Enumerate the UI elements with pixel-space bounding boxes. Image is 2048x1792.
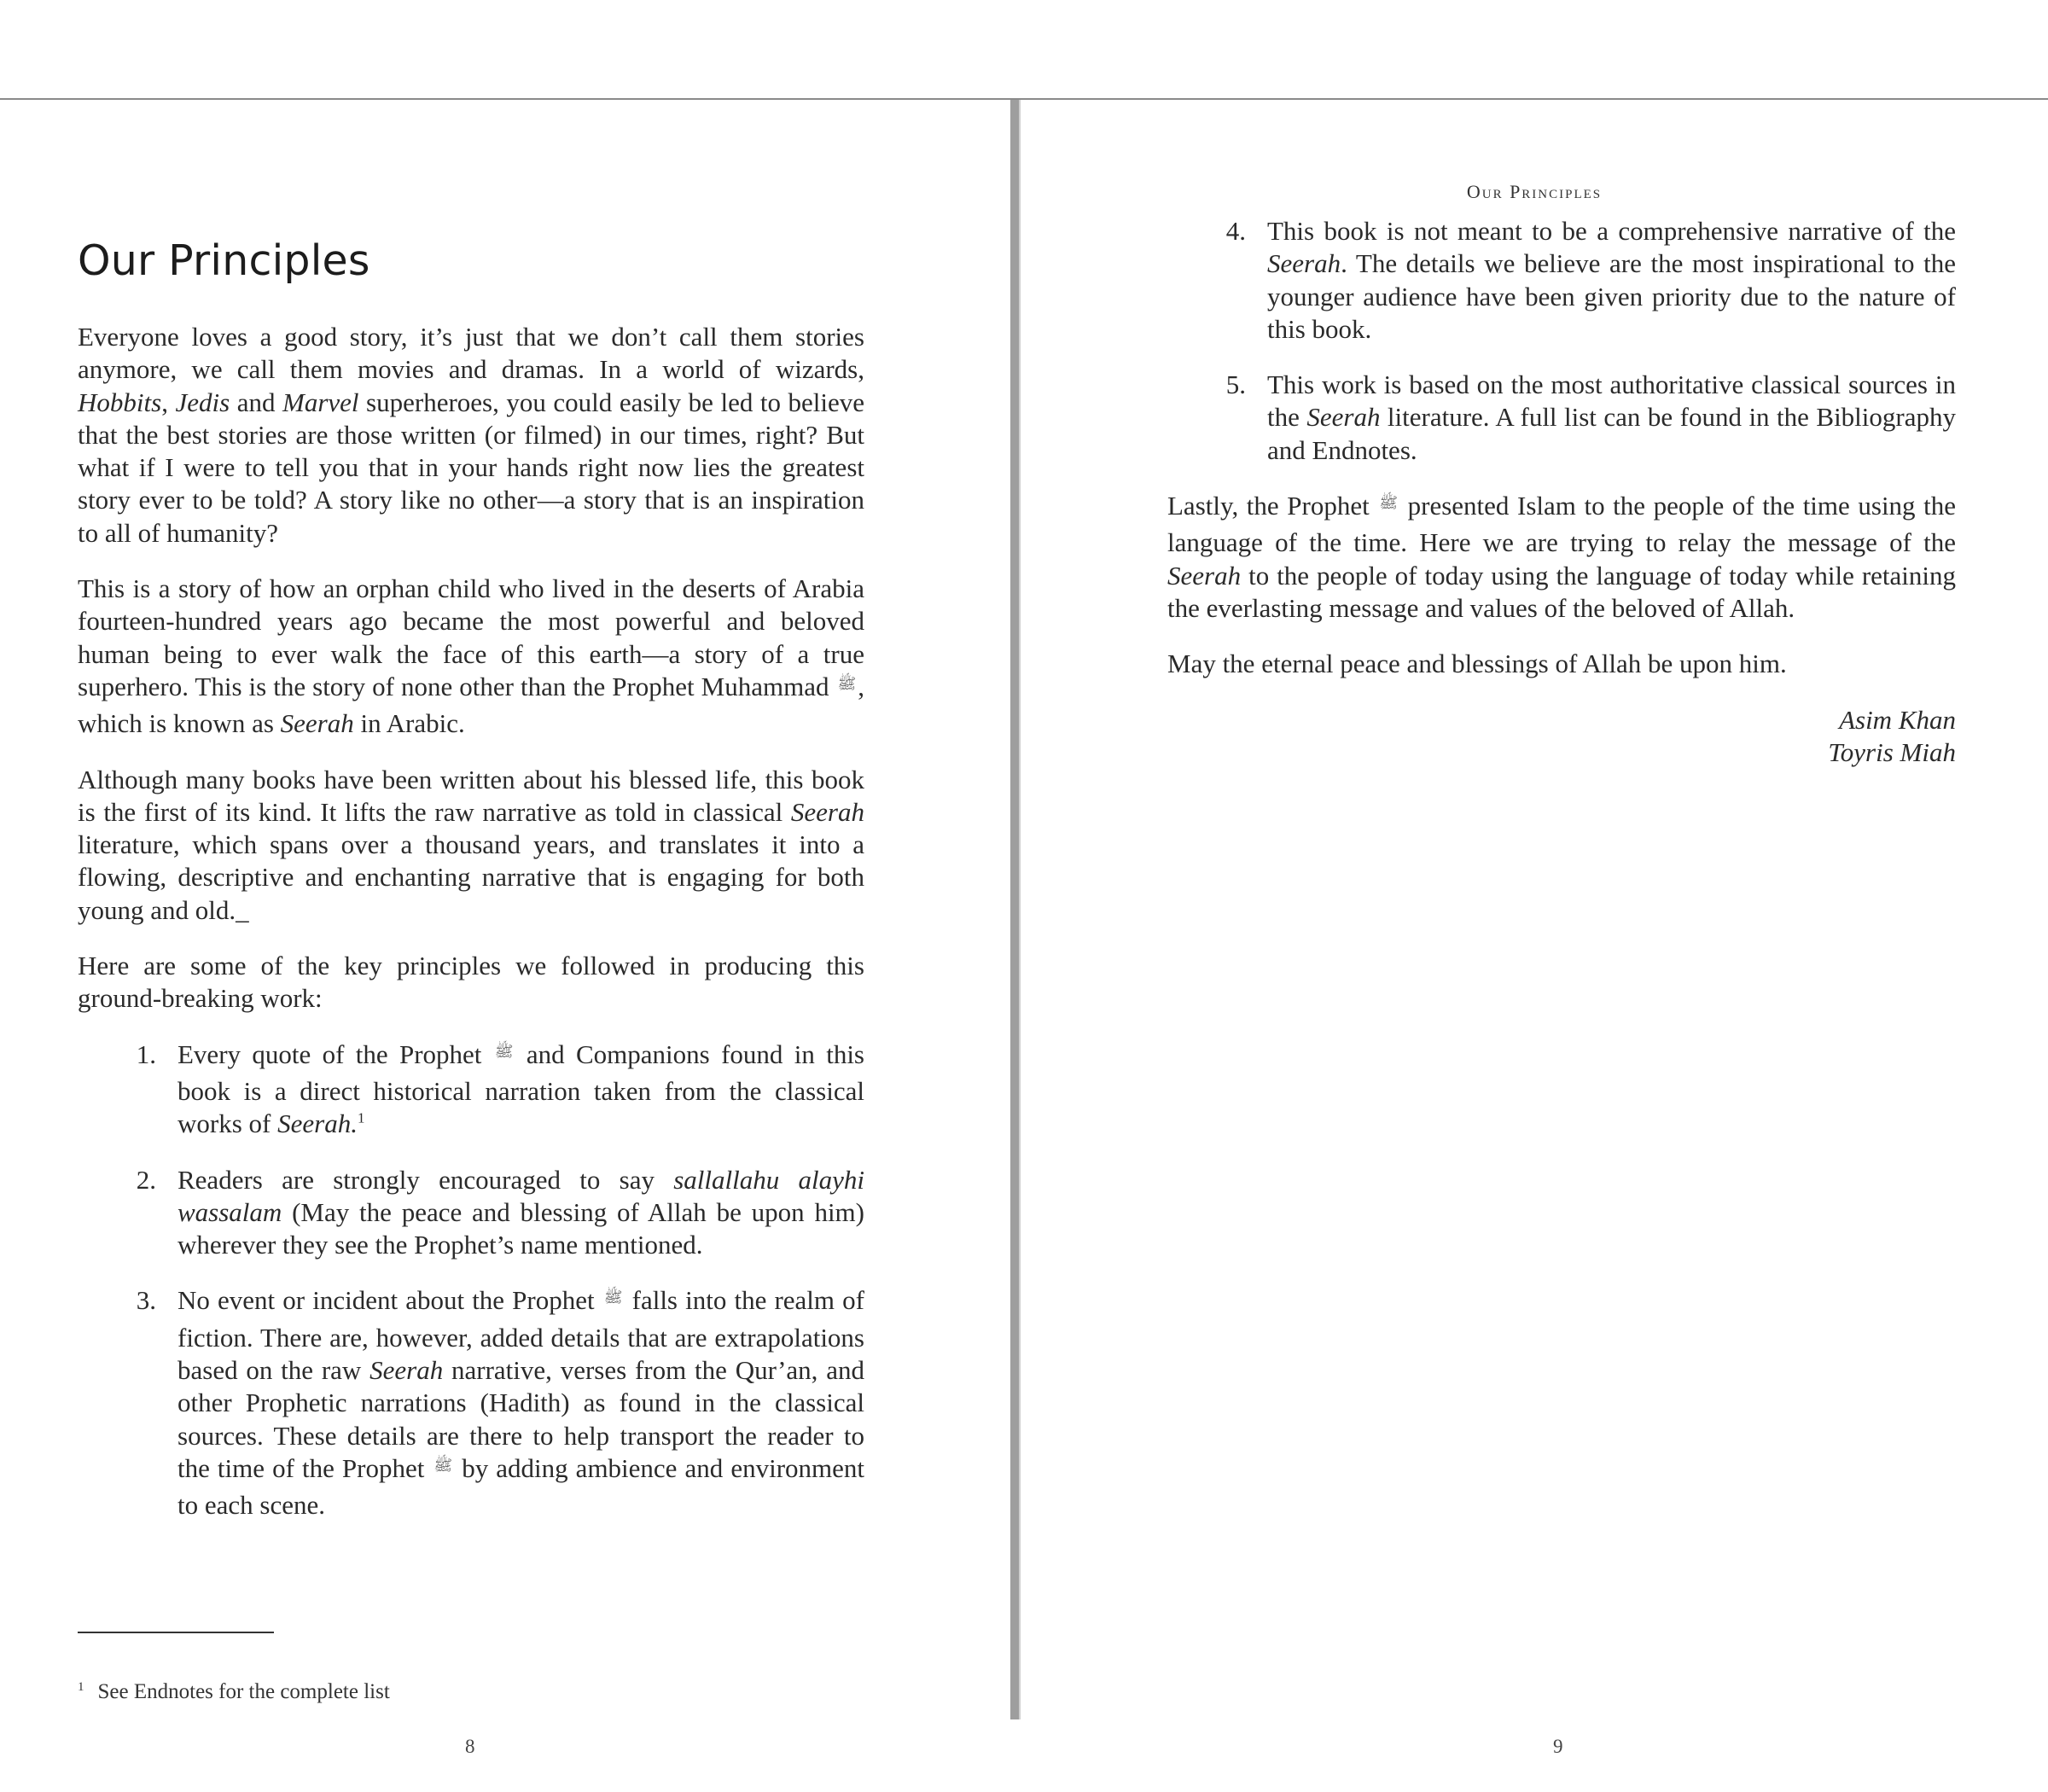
- salutation-symbol: ﷺ: [1379, 494, 1399, 513]
- text-run: to the people of today using the language of today while retaining the everlasting message and values of the beloved of Allah.: [1167, 560, 1956, 623]
- text-run: , which is known as: [78, 671, 864, 739]
- text-run: superheroes, you could easily be led to believe that the best stories are those written (or filmed) in our times, right? But what if I were to tell you that in your hands right now lies the greatest story ever to be told? A story like no other—a story that is an inspiration to all of humanity?: [78, 387, 864, 548]
- text-run: literature, which spans over a thousand years, and translates it into a flowing, descriptive and enchanting narrative that is engaging for both young and old._: [78, 829, 864, 925]
- text-run: ,: [161, 387, 176, 417]
- text-run: by adding ambience and environment to each scene.: [177, 1452, 864, 1521]
- principle-text: [1267, 369, 1956, 467]
- text-run: Every quote of the Prophet: [177, 1039, 493, 1069]
- italic-term: Seerah: [369, 1355, 444, 1386]
- text-run: (May the peace and blessing of Allah be upon him) wherever they see the Prophet’s name mentioned.: [177, 1196, 864, 1260]
- left-page: [0, 100, 1010, 1757]
- text-run: This book is not meant to be a comprehensive narrative of the: [1267, 216, 1956, 246]
- italic-term: Marvel: [282, 387, 359, 417]
- text-run: and: [230, 387, 282, 417]
- principle-number: 2.: [136, 1164, 156, 1195]
- footnote: [78, 1680, 390, 1704]
- principle-text: [177, 1039, 864, 1141]
- principle-item-4: [1167, 215, 1956, 346]
- italic-term: Seerah: [280, 708, 354, 739]
- italic-term: sallallahu alayhi wassalam: [177, 1164, 865, 1227]
- text-run: Here are some of the key principles we followed in producing this ground-breaking work:: [78, 951, 864, 1014]
- intro-paragraph-2: [78, 573, 864, 740]
- page-number-right: 9: [1553, 1736, 1563, 1757]
- footnote-rule: [78, 1632, 274, 1633]
- chapter-title: Our Principles: [78, 236, 370, 285]
- principle-text: [177, 1284, 864, 1521]
- left-page-body: [78, 321, 864, 1545]
- intro-paragraph-1: [78, 321, 864, 550]
- closing-paragraph-1: [1167, 490, 1956, 625]
- text-run: Readers are strongly encouraged to say: [177, 1164, 674, 1195]
- text-run: No event or incident about the Prophet: [177, 1285, 602, 1316]
- text-run: falls into the realm of fiction. There are, however, added details that are extrapolations based on the raw: [177, 1285, 864, 1386]
- book-spine-gutter: [1010, 100, 1019, 1719]
- intro-paragraph-3: [78, 764, 864, 927]
- principle-number: 3.: [136, 1285, 156, 1316]
- text-run: This is a story of how an orphan child who lived in the deserts of Arabia fourteen-hundred years ago became the most powerful and beloved human being to ever walk the face of this earth—a story of a true superhero. This is the story of none other than the Prophet Muhammad: [78, 573, 864, 701]
- principle-item-5: [1167, 369, 1956, 467]
- closing-paragraph-2: [1167, 648, 1956, 680]
- text-run: and Companions found in this book is a direct historical narration taken from the classical works of: [177, 1039, 864, 1139]
- principle-number: 5.: [1225, 369, 1246, 400]
- principles-list-right: [1167, 215, 1956, 467]
- text-run: Lastly, the Prophet: [1167, 491, 1378, 521]
- principle-text: [1267, 215, 1956, 346]
- footnote-text: See Endnotes for the complete list: [97, 1680, 390, 1703]
- right-page: [1021, 100, 2048, 1757]
- text-run: May the eternal peace and blessings of Allah be upon him.: [1167, 649, 1787, 679]
- salutation-symbol: ﷺ: [494, 1042, 514, 1061]
- author-signature-2: Toyris Miah: [1828, 736, 1956, 767]
- principle-item-2: [78, 1164, 864, 1262]
- footnote-mark: 1: [78, 1680, 84, 1694]
- salutation-symbol: ﷺ: [837, 674, 857, 693]
- text-run: . The details we believe are the most inspirational to the younger audience have been given priority due to the nature of this book.: [1267, 248, 1956, 344]
- salutation-symbol: ﷺ: [433, 1456, 453, 1475]
- italic-term: Seerah: [1167, 560, 1242, 591]
- text-run: This work is based on the most authoritative classical sources in the: [1267, 369, 1956, 433]
- footnote-reference: 1: [357, 1109, 365, 1126]
- principle-text: [177, 1164, 864, 1262]
- text-run: presented Islam to the people of the time using the language of the time. Here we are trying to relay the message of the: [1167, 491, 1957, 558]
- principle-item-1: [78, 1039, 864, 1141]
- right-page-body: [1167, 215, 1956, 769]
- italic-term: Hobbits: [78, 387, 162, 417]
- italic-term: Seerah.: [277, 1108, 358, 1139]
- text-run: literature. A full list can be found in the Bibliography and Endnotes.: [1267, 402, 1956, 465]
- intro-paragraph-4: [78, 950, 864, 1015]
- author-signature-1: Asim Khan: [1839, 704, 1956, 735]
- principle-number: 1.: [136, 1039, 156, 1069]
- salutation-symbol: ﷺ: [603, 1289, 623, 1307]
- page-number-left: 8: [465, 1736, 475, 1757]
- italic-term: Seerah: [1267, 248, 1341, 279]
- text-run: Everyone loves a good story, it’s just that we don’t call them stories anymore, we call them movies and dramas. In a world of wizards,: [78, 322, 864, 385]
- italic-term: Seerah: [1306, 402, 1381, 433]
- text-run: Although many books have been written about his blessed life, this book is the first of its kind. It lifts the raw narrative as told in classical: [78, 764, 864, 827]
- principle-number: 4.: [1225, 216, 1246, 246]
- principles-list-left: [78, 1039, 864, 1522]
- running-head: Our Principles: [1466, 181, 1603, 202]
- italic-term: Jedis: [175, 387, 230, 417]
- italic-term: Seerah: [790, 796, 864, 827]
- text-run: narrative, verses from the Qur’an, and other Prophetic narrations (Hadith) as found in the classical sources. These details are there to help transport the reader to the time of the Prophet: [177, 1355, 864, 1483]
- text-run: in Arabic.: [353, 708, 465, 739]
- principle-item-3: [78, 1284, 864, 1521]
